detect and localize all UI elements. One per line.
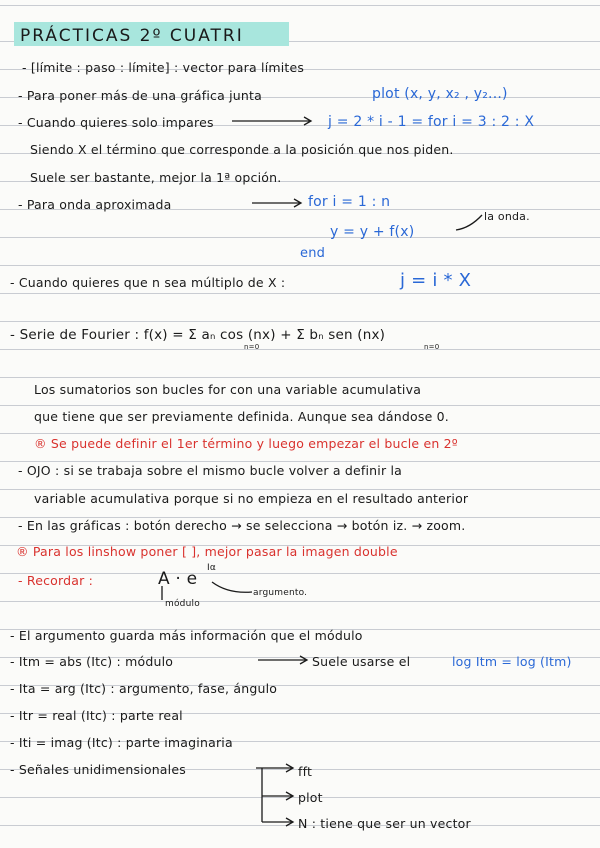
arrow-curve bbox=[212, 582, 252, 592]
note-subscript: n=0 bbox=[244, 343, 260, 351]
note-code: log Itm = log (Itm) bbox=[452, 654, 572, 669]
note-line: - Iti = imag (Itc) : parte imaginaria bbox=[10, 735, 233, 750]
note-formula: A · e bbox=[158, 569, 198, 589]
note-code: end bbox=[300, 246, 326, 261]
note-line: fft bbox=[298, 764, 313, 779]
note-line: Los sumatorios son bucles for con una variable acumulativa bbox=[34, 382, 422, 397]
note-code: plot (x, y, x₂ , y₂...) bbox=[372, 86, 508, 102]
arrow-curve bbox=[456, 215, 482, 230]
note-remark: ® Para los linshow poner [ ], mejor pasar la imagen double bbox=[16, 544, 398, 559]
note-code: y = y + f(x) bbox=[330, 224, 415, 240]
note-line: N : tiene que ser un vector bbox=[298, 816, 471, 831]
note-superscript: Iα bbox=[207, 563, 216, 573]
note-code: j = 2 * i - 1 = for i = 3 : 2 : X bbox=[328, 114, 535, 130]
note-remark: ® Se puede definir el 1er término y luego empezar el bucle en 2º bbox=[34, 436, 458, 451]
note-formula: j = i * X bbox=[400, 270, 472, 291]
note-annotation: argumento. bbox=[253, 588, 308, 598]
note-line: - Itm = abs (Itc) : módulo bbox=[10, 654, 174, 669]
note-line: - Ita = arg (Itc) : argumento, fase, ángulo bbox=[10, 681, 278, 696]
note-line: Suele usarse el bbox=[312, 654, 411, 669]
note-subscript: n=0 bbox=[424, 343, 440, 351]
note-line: Siendo X el término que corresponde a la posición que nos piden. bbox=[30, 142, 454, 157]
note-line: - Cuando quieres solo impares bbox=[18, 115, 214, 130]
note-line: - OJO : si se trabaja sobre el mismo bucle volver a definir la bbox=[18, 463, 403, 478]
note-line: - Cuando quieres que n sea múltiplo de X : bbox=[10, 275, 286, 290]
note-line: - Recordar : bbox=[18, 573, 94, 588]
note-line: Suele ser bastante, mejor la 1ª opción. bbox=[30, 170, 282, 185]
note-line: - [límite : paso : límite] : vector para límites bbox=[22, 60, 305, 75]
note-line: variable acumulativa porque si no empieza en el resultado anterior bbox=[34, 491, 469, 506]
note-line: que tiene que ser previamente definida. Aunque sea dándose 0. bbox=[34, 409, 449, 424]
note-line: - Para onda aproximada bbox=[18, 197, 172, 212]
note-code: for i = 1 : n bbox=[308, 194, 391, 210]
note-annotation: módulo bbox=[165, 599, 200, 609]
page-title: PRÁCTICAS 2º CUATRI bbox=[20, 26, 244, 46]
note-line: - Señales unidimensionales bbox=[10, 762, 186, 777]
note-line: - El argumento guarda más información que el módulo bbox=[10, 628, 363, 643]
note-formula: - Serie de Fourier : f(x) = Σ aₙ cos (nx) + Σ bₙ sen (nx) bbox=[10, 327, 386, 343]
note-line: - Itr = real (Itc) : parte real bbox=[10, 708, 183, 723]
note-annotation: la onda. bbox=[484, 210, 530, 223]
note-line: plot bbox=[298, 790, 323, 805]
note-line: - Para poner más de una gráfica junta bbox=[18, 88, 262, 103]
note-line: - En las gráficas : botón derecho → se selecciona → botón iz. → zoom. bbox=[18, 518, 466, 533]
